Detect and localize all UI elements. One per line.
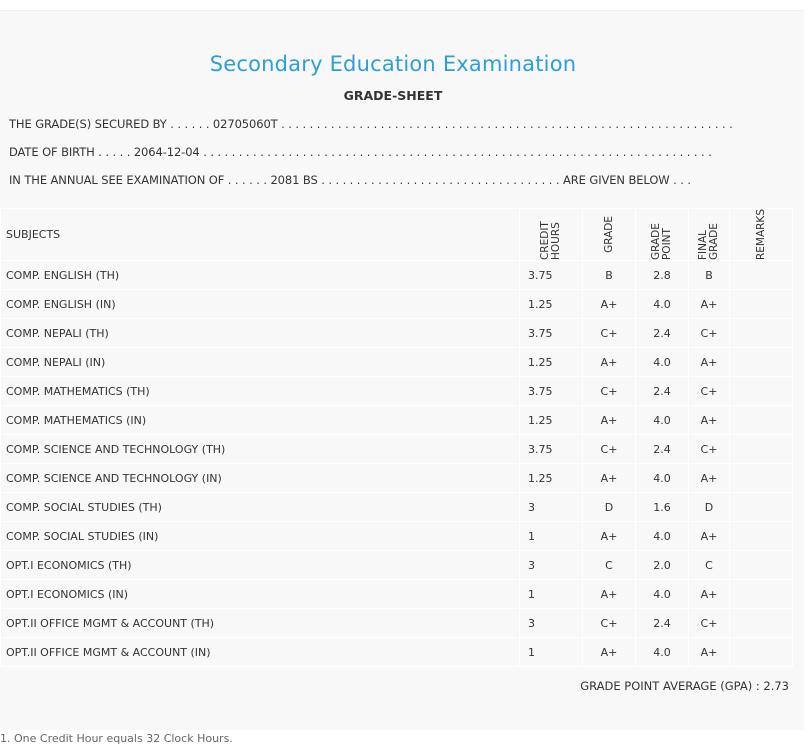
grade-cell: A+ [583,522,636,551]
remarks-cell [730,522,793,551]
grade-point-cell: 2.4 [636,435,689,464]
grade-point-cell: 2.8 [636,261,689,290]
final-grade-cell: A+ [689,522,730,551]
remarks-cell [730,464,793,493]
credit-hours-cell: 3 [520,493,583,522]
footnote: 1. One Credit Hour equals 32 Clock Hours. [0,732,233,745]
final-grade-cell: A+ [689,348,730,377]
subject-cell: OPT.I ECONOMICS (IN) [1,580,520,609]
grade-cell: C+ [583,319,636,348]
grade-cell: B [583,261,636,290]
grade-cell: A+ [583,638,636,667]
grade-cell: A+ [583,580,636,609]
gpa-summary: GRADE POINT AVERAGE (GPA) : 2.73 [580,679,789,693]
subject-cell: COMP. SOCIAL STUDIES (IN) [1,522,520,551]
grade-cell: A+ [583,348,636,377]
table-row [1,493,793,522]
final-grade-cell: C+ [689,435,730,464]
remarks-cell [730,580,793,609]
grade-point-cell: 4.0 [636,522,689,551]
header-grade-point: GRADE POINT [636,209,689,261]
grade-cell: C+ [583,435,636,464]
table-row [1,464,793,493]
grade-point-cell: 2.4 [636,609,689,638]
remarks-cell [730,377,793,406]
subject-cell: COMP. SCIENCE AND TECHNOLOGY (IN) [1,464,520,493]
grade-point-cell: 4.0 [636,464,689,493]
grade-table [0,208,793,667]
subject-cell: COMP. SOCIAL STUDIES (TH) [1,493,520,522]
remarks-cell [730,348,793,377]
grade-point-cell: 2.4 [636,319,689,348]
header-remarks: REMARKS [730,209,793,261]
credit-hours-cell: 3.75 [520,377,583,406]
grade-cell: C+ [583,609,636,638]
header-final-grade: FINAL GRADE [689,209,730,261]
table-row [1,406,793,435]
remarks-cell [730,609,793,638]
page-title: Secondary Education Examination [209,52,577,76]
subject-cell: OPT.II OFFICE MGMT & ACCOUNT (TH) [1,609,520,638]
remarks-cell [730,290,793,319]
grade-point-cell: 2.4 [636,377,689,406]
subject-cell: COMP. ENGLISH (TH) [1,261,520,290]
grade-cell: C+ [583,377,636,406]
table-row [1,580,793,609]
final-grade-cell: C+ [689,319,730,348]
remarks-cell [730,493,793,522]
grade-cell: A+ [583,290,636,319]
subject-cell: COMP. MATHEMATICS (TH) [1,377,520,406]
remarks-cell [730,319,793,348]
grade-cell: A+ [583,406,636,435]
grade-point-cell: 2.0 [636,551,689,580]
subject-cell: COMP. MATHEMATICS (IN) [1,406,520,435]
final-grade-cell: C+ [689,377,730,406]
table-row [1,261,793,290]
grade-cell: D [583,493,636,522]
header-grade: GRADE [583,209,636,261]
final-grade-cell: A+ [689,406,730,435]
credit-hours-cell: 3 [520,609,583,638]
credit-hours-cell: 3.75 [520,261,583,290]
date-of-birth-line: DATE OF BIRTH . . . . . 2064-12-04 . . . . . . . . . . . . . . . . . . . . . . . . . . . . . . . . . . . . . . . . . . . . . . . . . . . . . . . . . . . . . . . . . . . . . . . . [9,145,712,159]
subject-cell: COMP. NEPALI (IN) [1,348,520,377]
remarks-cell [730,261,793,290]
grade-rows [1,261,793,667]
credit-hours-cell: 3.75 [520,435,583,464]
secured-by-line: THE GRADE(S) SECURED BY . . . . . . 02705060T . . . . . . . . . . . . . . . . . . . . . . . . . . . . . . . . . . . . . . . . . . . . . . . . . . . . . . . . . . . . . . . . [9,117,733,131]
subject-cell: COMP. NEPALI (TH) [1,319,520,348]
remarks-cell [730,406,793,435]
final-grade-cell: A+ [689,464,730,493]
credit-hours-cell: 1 [520,580,583,609]
final-grade-cell: C [689,551,730,580]
final-grade-cell: D [689,493,730,522]
remarks-cell [730,638,793,667]
grade-point-cell: 4.0 [636,290,689,319]
final-grade-cell: A+ [689,290,730,319]
table-row [1,551,793,580]
grade-sheet [0,10,804,745]
grade-point-cell: 1.6 [636,493,689,522]
credit-hours-cell: 3.75 [520,319,583,348]
remarks-cell [730,551,793,580]
subject-cell: OPT.II OFFICE MGMT & ACCOUNT (IN) [1,638,520,667]
table-row [1,377,793,406]
table-row [1,348,793,377]
final-grade-cell: C+ [689,609,730,638]
table-row [1,638,793,667]
grade-point-cell: 4.0 [636,406,689,435]
credit-hours-cell: 1 [520,522,583,551]
remarks-cell [730,435,793,464]
exam-line: IN THE ANNUAL SEE EXAMINATION OF . . . . . . 2081 BS . . . . . . . . . . . . . . . . . . . . . . . . . . . . . . . . . . ARE GIVEN BELOW . . . [9,173,691,187]
subject-cell: COMP. SCIENCE AND TECHNOLOGY (TH) [1,435,520,464]
header-credit-hours: CREDIT HOURS [520,209,583,261]
final-grade-cell: A+ [689,638,730,667]
subject-cell: COMP. ENGLISH (IN) [1,290,520,319]
final-grade-cell: A+ [689,580,730,609]
grade-cell: A+ [583,464,636,493]
header-subjects: SUBJECTS [1,209,520,261]
credit-hours-cell: 3 [520,551,583,580]
page-subtitle: GRADE-SHEET [343,88,443,103]
table-row [1,435,793,464]
credit-hours-cell: 1.25 [520,464,583,493]
credit-hours-cell: 1.25 [520,348,583,377]
table-row [1,290,793,319]
grade-point-cell: 4.0 [636,580,689,609]
grade-point-cell: 4.0 [636,348,689,377]
grade-cell: C [583,551,636,580]
table-row [1,522,793,551]
subject-cell: OPT.I ECONOMICS (TH) [1,551,520,580]
credit-hours-cell: 1 [520,638,583,667]
table-header-row [1,209,793,261]
credit-hours-cell: 1.25 [520,290,583,319]
table-row [1,609,793,638]
grade-point-cell: 4.0 [636,638,689,667]
final-grade-cell: B [689,261,730,290]
credit-hours-cell: 1.25 [520,406,583,435]
table-row [1,319,793,348]
